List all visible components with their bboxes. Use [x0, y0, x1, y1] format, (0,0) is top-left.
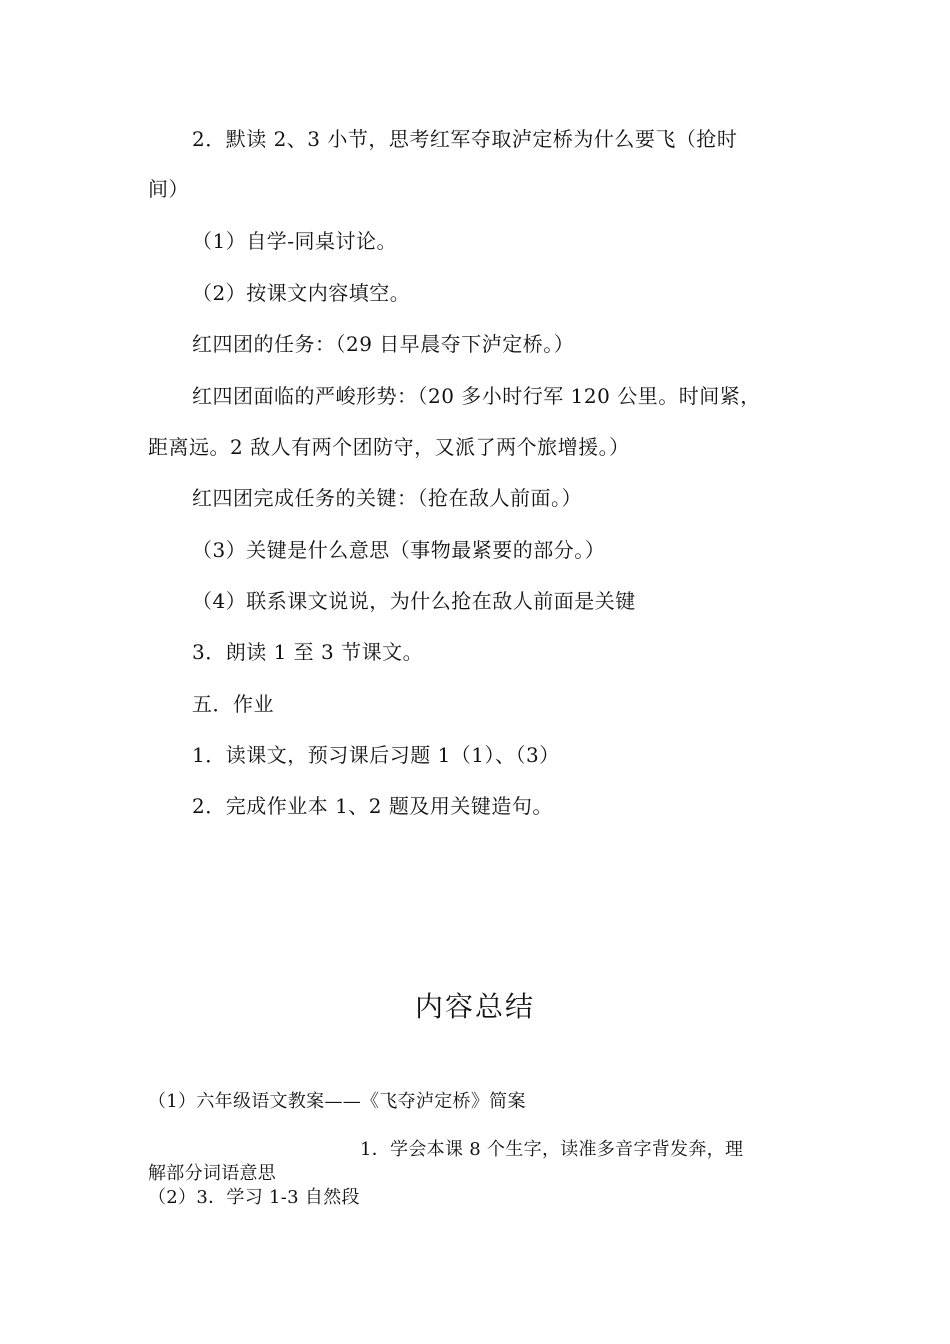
paragraph-line: （1）自学-同桌讨论。	[192, 229, 397, 253]
summary-line: （1）六年级语文教案——《飞夺泸定桥》简案	[148, 1091, 526, 1112]
paragraph-line: 红四团的任务：（29 日早晨夺下泸定桥。）	[192, 332, 575, 356]
section-heading: 五．作业	[192, 692, 274, 716]
summary-title: 内容总结	[414, 990, 535, 1023]
paragraph-line: （4）联系课文说说，为什么抢在敌人前面是关键	[192, 589, 636, 613]
paragraph-line: 3．朗读 1 至 3 节课文。	[192, 640, 424, 664]
paragraph-line: 红四团完成任务的关键：（抢在敌人前面。）	[192, 486, 582, 510]
summary-line: 1．学会本课 8 个生字，读准多音字背发奔，理	[360, 1139, 744, 1160]
paragraph-line: 间）	[148, 177, 189, 201]
summary-line: 解部分词语意思	[148, 1163, 277, 1184]
paragraph-line: 2．完成作业本 1、2 题及用关键造句。	[192, 794, 553, 818]
summary-line: （2）3．学习 1-3 自然段	[148, 1187, 360, 1208]
paragraph-line: （3）关键是什么意思（事物最紧要的部分。）	[192, 538, 606, 562]
paragraph-line: 1．读课文，预习课后习题 1（1）、（3）	[192, 743, 560, 767]
paragraph-line: 红四团面临的严峻形势：（20 多小时行军 120 公里。时间紧，	[192, 384, 761, 408]
paragraph-line: （2）按课文内容填空。	[192, 281, 411, 305]
paragraph-line: 距离远。2 敌人有两个团防守，又派了两个旅增援。）	[148, 435, 630, 459]
paragraph-line: 2．默读 2、3 小节，思考红军夺取泸定桥为什么要飞（抢时	[192, 127, 738, 151]
